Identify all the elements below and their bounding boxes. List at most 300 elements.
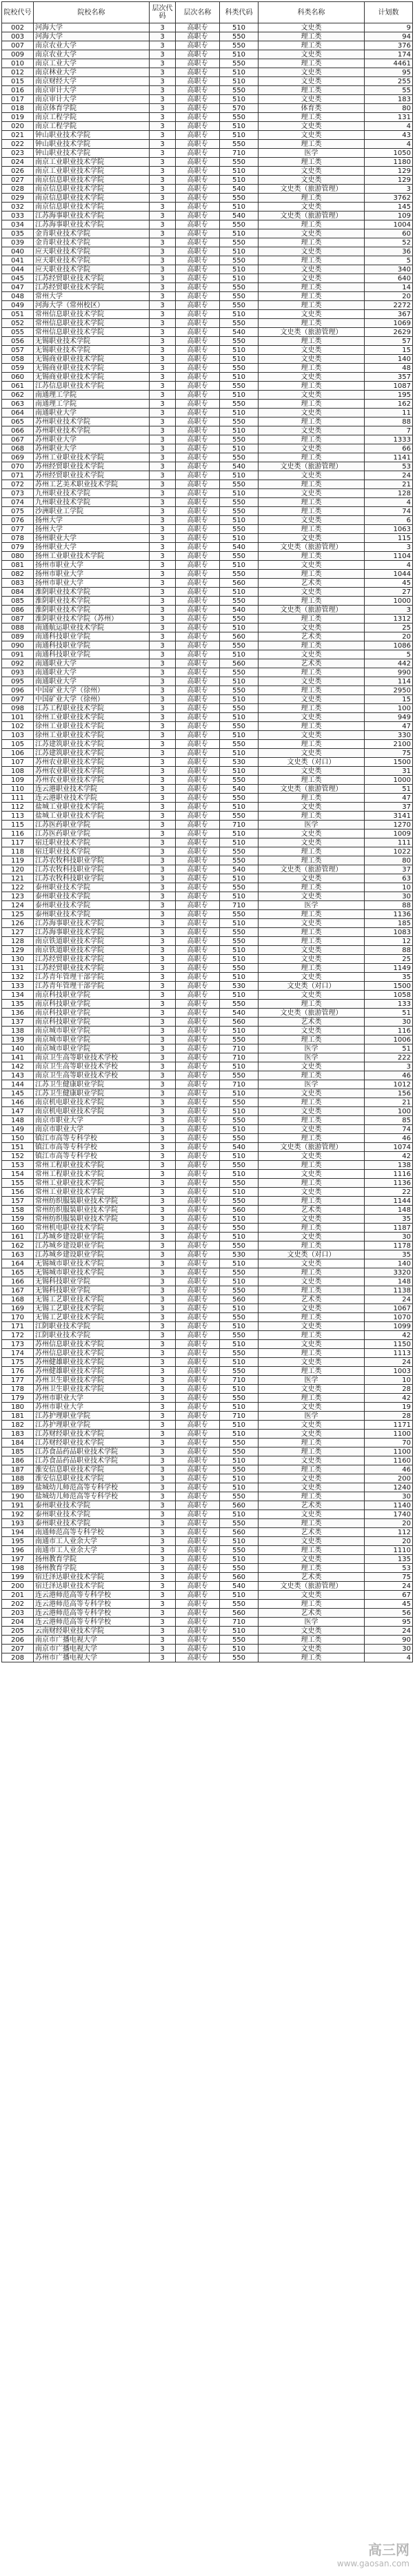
level-name-cell: 高职专 <box>176 1447 220 1456</box>
school-code-cell: 165 <box>2 1268 34 1277</box>
school-code-cell: 181 <box>2 1412 34 1421</box>
table-row <box>2 131 413 140</box>
subject-name-cell: 文史类 <box>259 68 365 77</box>
table-row <box>2 1152 413 1161</box>
school-name-cell: 钟山职业技术学院 <box>34 149 150 158</box>
school-name-cell: 南京财经大学 <box>34 77 150 86</box>
subject-name-cell: 理工类 <box>259 220 365 229</box>
subject-code-cell: 560 <box>220 1295 259 1304</box>
table-row <box>2 1116 413 1125</box>
school-name-cell: 徐州工业职业技术学院 <box>34 731 150 740</box>
subject-code-cell: 550 <box>220 283 259 292</box>
table-row <box>2 552 413 561</box>
table-row <box>2 229 413 238</box>
subject-name-cell: 文史类 <box>259 1233 365 1241</box>
school-name-cell: 江苏建筑职业技术学院 <box>34 740 150 749</box>
school-code-cell: 142 <box>2 1062 34 1071</box>
subject-code-cell: 510 <box>220 50 259 59</box>
school-name-cell: 泰州职业技术学院 <box>34 910 150 919</box>
school-code-cell: 150 <box>2 1134 34 1143</box>
table-row <box>2 283 413 292</box>
level-code-cell: 3 <box>150 677 176 686</box>
school-code-cell: 183 <box>2 1430 34 1439</box>
plan-count-cell: 24 <box>365 1358 413 1367</box>
school-code-cell: 207 <box>2 1645 34 1653</box>
level-code-cell: 3 <box>150 203 176 212</box>
table-row <box>2 1224 413 1233</box>
level-code-cell: 3 <box>150 668 176 677</box>
subject-code-cell: 550 <box>220 1519 259 1528</box>
level-name-cell: 高职专 <box>176 265 220 274</box>
subject-code-cell: 510 <box>220 1125 259 1134</box>
subject-code-cell: 510 <box>220 1089 259 1098</box>
plan-count-cell: 66 <box>365 444 413 453</box>
plan-count-cell: 15 <box>365 695 413 704</box>
plan-count-cell: 67 <box>365 1591 413 1600</box>
subject-code-cell: 550 <box>220 1394 259 1403</box>
level-code-cell: 3 <box>150 1018 176 1027</box>
school-name-cell: 连云港师范高等专科学校 <box>34 1600 150 1609</box>
level-code-cell: 3 <box>150 95 176 104</box>
plan-count-cell: 3 <box>365 543 413 552</box>
plan-count-cell: 112 <box>365 1528 413 1537</box>
table-row <box>2 391 413 400</box>
level-name-cell: 高职专 <box>176 561 220 570</box>
subject-code-cell: 560 <box>220 579 259 588</box>
level-code-cell: 3 <box>150 1573 176 1582</box>
level-code-cell: 3 <box>150 167 176 176</box>
school-name-cell: 南京卫生高等职业技术学校 <box>34 1053 150 1062</box>
level-name-cell: 高职专 <box>176 1080 220 1089</box>
school-code-cell: 144 <box>2 1080 34 1089</box>
table-row <box>2 426 413 435</box>
level-code-cell: 3 <box>150 1000 176 1009</box>
school-name-cell: 南京铁道职业技术学院 <box>34 937 150 946</box>
school-code-cell: 176 <box>2 1367 34 1376</box>
plan-count-cell: 3141 <box>365 812 413 821</box>
school-name-cell: 无锡科技职业学院 <box>34 1277 150 1286</box>
school-code-cell: 162 <box>2 1241 34 1250</box>
table-row <box>2 874 413 883</box>
school-code-cell: 047 <box>2 283 34 292</box>
school-code-cell: 115 <box>2 821 34 830</box>
school-name-cell: 江苏工程职业技术学院 <box>34 704 150 713</box>
subject-code-cell: 560 <box>220 659 259 668</box>
header-school-code: 院校代号 <box>2 2 34 23</box>
level-name-cell: 高职专 <box>176 471 220 480</box>
subject-code-cell: 510 <box>220 1537 259 1546</box>
school-name-cell: 淮阴职业技术学院 <box>34 606 150 615</box>
plan-count-cell: 140 <box>365 1259 413 1268</box>
subject-code-cell: 710 <box>220 821 259 830</box>
school-name-cell: 无锡工艺职业技术学院 <box>34 1313 150 1322</box>
school-code-cell: 177 <box>2 1376 34 1385</box>
level-name-cell: 高职专 <box>176 1233 220 1241</box>
subject-code-cell: 510 <box>220 1259 259 1268</box>
school-name-cell: 镇江市高等专科学校 <box>34 1143 150 1152</box>
subject-code-cell: 510 <box>220 122 259 131</box>
subject-code-cell: 510 <box>220 1027 259 1035</box>
table-row <box>2 606 413 615</box>
level-code-cell: 3 <box>150 265 176 274</box>
plan-count-cell: 3320 <box>365 1268 413 1277</box>
table-row <box>2 310 413 319</box>
plan-count-cell: 95 <box>365 1618 413 1627</box>
table-row <box>2 1313 413 1322</box>
level-code-cell: 3 <box>150 615 176 624</box>
subject-code-cell: 510 <box>220 167 259 176</box>
level-code-cell: 3 <box>150 1286 176 1295</box>
school-code-cell: 166 <box>2 1277 34 1286</box>
subject-name-cell: 理工类 <box>259 1367 365 1376</box>
subject-name-cell: 医学 <box>259 149 365 158</box>
plan-count-cell: 74 <box>365 1125 413 1134</box>
level-name-cell: 高职专 <box>176 1582 220 1591</box>
level-name-cell: 高职专 <box>176 1116 220 1125</box>
subject-name-cell: 理工类 <box>259 722 365 731</box>
school-name-cell: 南京工业职业技术学院 <box>34 158 150 167</box>
subject-code-cell: 550 <box>220 1313 259 1322</box>
school-code-cell: 198 <box>2 1564 34 1573</box>
school-name-cell: 常州信息职业技术学院 <box>34 328 150 337</box>
level-name-cell: 高职专 <box>176 247 220 256</box>
plan-count-cell: 46 <box>365 1465 413 1474</box>
subject-name-cell: 理工类 <box>259 41 365 50</box>
school-name-cell: 江苏食品药品职业技术学院 <box>34 1456 150 1465</box>
level-code-cell: 3 <box>150 785 176 794</box>
subject-code-cell: 550 <box>220 498 259 507</box>
subject-name-cell: 文史类 <box>259 516 365 525</box>
subject-code-cell: 550 <box>220 507 259 516</box>
table-row <box>2 624 413 632</box>
subject-code-cell: 510 <box>220 830 259 838</box>
plan-count-cell: 37 <box>365 803 413 812</box>
subject-code-cell: 550 <box>220 364 259 373</box>
plan-count-cell: 51 <box>365 1009 413 1018</box>
school-name-cell: 连云港师范高等专科学校 <box>34 1609 150 1618</box>
table-row <box>2 220 413 229</box>
subject-name-cell: 医学 <box>259 1044 365 1053</box>
header-plan-count: 计划数 <box>365 2 413 23</box>
school-name-cell: 江苏海事职业技术学院 <box>34 919 150 928</box>
school-code-cell: 122 <box>2 883 34 892</box>
subject-name-cell: 理工类 <box>259 256 365 265</box>
plan-count-cell: 148 <box>365 1206 413 1215</box>
subject-code-cell: 510 <box>220 991 259 1000</box>
level-code-cell: 3 <box>150 1465 176 1474</box>
plan-count-cell: 14 <box>365 283 413 292</box>
subject-name-cell: 文史类 <box>259 1170 365 1179</box>
table-row <box>2 328 413 337</box>
level-code-cell: 3 <box>150 1009 176 1018</box>
plan-count-cell: 156 <box>365 1089 413 1098</box>
subject-name-cell: 理工类 <box>259 615 365 624</box>
subject-name-cell: 理工类 <box>259 32 365 41</box>
plan-count-cell: 63 <box>365 874 413 883</box>
table-row <box>2 176 413 185</box>
subject-name-cell: 文史类 <box>259 167 365 176</box>
subject-name-cell: 文史类 <box>259 650 365 659</box>
plan-count-cell: 95 <box>365 68 413 77</box>
school-code-cell: 048 <box>2 292 34 301</box>
plan-count-cell: 45 <box>365 1600 413 1609</box>
level-name-cell: 高职专 <box>176 803 220 812</box>
school-code-cell: 119 <box>2 856 34 865</box>
school-name-cell: 盐城工业职业技术学院 <box>34 803 150 812</box>
plan-count-cell: 145 <box>365 203 413 212</box>
table-row <box>2 1501 413 1510</box>
plan-count-cell: 3 <box>365 606 413 615</box>
table-row <box>2 892 413 901</box>
level-name-cell: 高职专 <box>176 1501 220 1510</box>
level-code-cell: 3 <box>150 1618 176 1627</box>
subject-code-cell: 510 <box>220 677 259 686</box>
level-name-cell: 高职专 <box>176 158 220 167</box>
subject-name-cell: 医学 <box>259 1412 365 1421</box>
table-row <box>2 1259 413 1268</box>
level-name-cell: 高职专 <box>176 1528 220 1537</box>
level-code-cell: 3 <box>150 794 176 803</box>
subject-code-cell: 550 <box>220 1161 259 1170</box>
school-name-cell: 苏州市职业大学 <box>34 1403 150 1412</box>
subject-name-cell: 理工类 <box>259 1492 365 1501</box>
subject-code-cell: 510 <box>220 874 259 883</box>
subject-code-cell: 510 <box>220 1555 259 1564</box>
school-code-cell: 061 <box>2 382 34 391</box>
level-name-cell: 高职专 <box>176 426 220 435</box>
school-code-cell: 109 <box>2 776 34 785</box>
subject-code-cell: 510 <box>220 1483 259 1492</box>
subject-code-cell: 510 <box>220 973 259 982</box>
plan-count-cell: 1100 <box>365 1430 413 1439</box>
school-name-cell: 苏州健雄职业技术学院 <box>34 1367 150 1376</box>
school-name-cell: 苏州职业技术学院 <box>34 426 150 435</box>
subject-code-cell: 550 <box>220 1439 259 1447</box>
level-code-cell: 3 <box>150 435 176 444</box>
school-name-cell: 河海大学 <box>34 23 150 32</box>
table-row <box>2 1304 413 1313</box>
level-code-cell: 3 <box>150 955 176 964</box>
level-code-cell: 3 <box>150 292 176 301</box>
subject-code-cell: 550 <box>220 1134 259 1143</box>
level-code-cell: 3 <box>150 498 176 507</box>
level-code-cell: 3 <box>150 830 176 838</box>
level-name-cell: 高职专 <box>176 220 220 229</box>
school-name-cell: 苏州卫生职业技术学院 <box>34 1385 150 1394</box>
school-name-cell: 南京卫生高等职业技术学校 <box>34 1062 150 1071</box>
subject-name-cell: 体育类 <box>259 104 365 113</box>
school-code-cell: 073 <box>2 489 34 498</box>
subject-name-cell: 文史类 <box>259 588 365 597</box>
school-code-cell: 020 <box>2 122 34 131</box>
table-row <box>2 86 413 95</box>
level-code-cell: 3 <box>150 606 176 615</box>
level-name-cell: 高职专 <box>176 194 220 203</box>
plan-count-cell: 6 <box>365 516 413 525</box>
level-name-cell: 高职专 <box>176 910 220 919</box>
plan-count-cell: 88 <box>365 901 413 910</box>
subject-code-cell: 530 <box>220 758 259 767</box>
plan-count-cell: 1740 <box>365 1510 413 1519</box>
level-name-cell: 高职专 <box>176 1627 220 1636</box>
subject-name-cell: 文史类 <box>259 95 365 104</box>
subject-name-cell: 文史类 <box>259 1385 365 1394</box>
plan-count-cell: 75 <box>365 749 413 758</box>
level-name-cell: 高职专 <box>176 1492 220 1501</box>
school-name-cell: 南京市广播电视大学 <box>34 1645 150 1653</box>
subject-code-cell: 510 <box>220 426 259 435</box>
subject-code-cell: 510 <box>220 1430 259 1439</box>
level-name-cell: 高职专 <box>176 337 220 346</box>
level-code-cell: 3 <box>150 1188 176 1197</box>
table-row <box>2 1636 413 1645</box>
school-name-cell: 连云港师范高等专科学校 <box>34 1618 150 1627</box>
school-code-cell: 139 <box>2 1035 34 1044</box>
plan-count-cell: 27 <box>365 588 413 597</box>
level-code-cell: 3 <box>150 1143 176 1152</box>
school-name-cell: 常州机电职业技术学院 <box>34 1224 150 1233</box>
school-name-cell: 淮安信息职业技术学院 <box>34 1465 150 1474</box>
table-row <box>2 686 413 695</box>
school-code-cell: 194 <box>2 1528 34 1537</box>
level-name-cell: 高职专 <box>176 104 220 113</box>
table-row <box>2 1439 413 1447</box>
subject-code-cell: 550 <box>220 337 259 346</box>
level-code-cell: 3 <box>150 946 176 955</box>
school-name-cell: 中国矿业大学（徐州） <box>34 686 150 695</box>
level-name-cell: 高职专 <box>176 212 220 220</box>
subject-name-cell: 医学 <box>259 821 365 830</box>
level-code-cell: 3 <box>150 32 176 41</box>
school-name-cell: 南京体育学院 <box>34 104 150 113</box>
level-name-cell: 高职专 <box>176 856 220 865</box>
school-code-cell: 131 <box>2 964 34 973</box>
plan-count-cell: 133 <box>365 1000 413 1009</box>
subject-name-cell: 理工类 <box>259 910 365 919</box>
level-name-cell: 高职专 <box>176 149 220 158</box>
level-name-cell: 高职专 <box>176 785 220 794</box>
table-row <box>2 615 413 624</box>
table-row <box>2 525 413 534</box>
level-name-cell: 高职专 <box>176 1134 220 1143</box>
level-code-cell: 3 <box>150 937 176 946</box>
level-code-cell: 3 <box>150 301 176 310</box>
school-name-cell: 苏州经贸职业技术学院 <box>34 462 150 471</box>
subject-code-cell: 560 <box>220 1609 259 1618</box>
subject-code-cell: 510 <box>220 650 259 659</box>
table-row <box>2 95 413 104</box>
level-code-cell: 3 <box>150 149 176 158</box>
level-name-cell: 高职专 <box>176 1179 220 1188</box>
plan-count-cell: 1050 <box>365 149 413 158</box>
subject-code-cell: 510 <box>220 1340 259 1349</box>
level-code-cell: 3 <box>150 1430 176 1439</box>
subject-code-cell: 550 <box>220 435 259 444</box>
table-row <box>2 785 413 794</box>
level-code-cell: 3 <box>150 1197 176 1206</box>
school-code-cell: 044 <box>2 265 34 274</box>
level-code-cell: 3 <box>150 256 176 265</box>
table-row <box>2 1447 413 1456</box>
plan-count-cell: 1044 <box>365 570 413 579</box>
table-row <box>2 883 413 892</box>
plan-count-cell: 1500 <box>365 758 413 767</box>
table-row <box>2 409 413 418</box>
level-code-cell: 3 <box>150 865 176 874</box>
level-code-cell: 3 <box>150 400 176 409</box>
school-name-cell: 扬州大学 <box>34 525 150 534</box>
plan-count-cell: 4 <box>365 1653 413 1662</box>
level-name-cell: 高职专 <box>176 131 220 140</box>
table-row <box>2 1492 413 1501</box>
header-subject-code: 科类代码 <box>220 2 259 23</box>
level-name-cell: 高职专 <box>176 1403 220 1412</box>
subject-name-cell: 理工类 <box>259 1636 365 1645</box>
subject-name-cell: 文史类 <box>259 1555 365 1564</box>
table-row <box>2 59 413 68</box>
subject-code-cell: 550 <box>220 722 259 731</box>
plan-count-cell: 990 <box>365 668 413 677</box>
table-row <box>2 32 413 41</box>
school-code-cell: 027 <box>2 176 34 185</box>
subject-name-cell: 理工类 <box>259 319 365 328</box>
subject-code-cell: 550 <box>220 1564 259 1573</box>
school-code-cell: 028 <box>2 185 34 194</box>
level-name-cell: 高职专 <box>176 41 220 50</box>
school-name-cell: 南京林业大学 <box>34 68 150 77</box>
level-name-cell: 高职专 <box>176 1152 220 1161</box>
table-row <box>2 668 413 677</box>
subject-name-cell: 文史类 <box>259 355 365 364</box>
subject-code-cell: 540 <box>220 185 259 194</box>
plan-count-cell: 148 <box>365 1277 413 1286</box>
level-code-cell: 3 <box>150 579 176 588</box>
level-name-cell: 高职专 <box>176 588 220 597</box>
table-row <box>2 400 413 409</box>
school-code-cell: 168 <box>2 1295 34 1304</box>
school-code-cell: 125 <box>2 910 34 919</box>
level-code-cell: 3 <box>150 1591 176 1600</box>
school-code-cell: 080 <box>2 552 34 561</box>
school-name-cell: 扬州大学 <box>34 516 150 525</box>
table-row <box>2 1134 413 1143</box>
level-code-cell: 3 <box>150 1456 176 1465</box>
level-code-cell: 3 <box>150 1313 176 1322</box>
level-name-cell: 高职专 <box>176 418 220 426</box>
subject-name-cell: 艺术类 <box>259 1018 365 1027</box>
subject-code-cell: 710 <box>220 1618 259 1627</box>
level-code-cell: 3 <box>150 1501 176 1510</box>
level-name-cell: 高职专 <box>176 1304 220 1313</box>
school-code-cell: 101 <box>2 713 34 722</box>
level-code-cell: 3 <box>150 1268 176 1277</box>
school-name-cell: 常州工业职业技术学院 <box>34 1179 150 1188</box>
level-code-cell: 3 <box>150 973 176 982</box>
school-name-cell: 沙洲职业工学院 <box>34 507 150 516</box>
subject-code-cell: 510 <box>220 946 259 955</box>
level-name-cell: 高职专 <box>176 597 220 606</box>
subject-name-cell: 理工类 <box>259 1071 365 1080</box>
subject-code-cell: 510 <box>220 1233 259 1241</box>
school-code-cell: 026 <box>2 167 34 176</box>
level-name-cell: 高职专 <box>176 480 220 489</box>
plan-count-cell: 24 <box>365 1295 413 1304</box>
school-name-cell: 江苏经贸职业技术学院 <box>34 283 150 292</box>
school-name-cell: 常州工程职业技术学院 <box>34 1161 150 1170</box>
school-name-cell: 南通理工学院 <box>34 391 150 400</box>
level-name-cell: 高职专 <box>176 624 220 632</box>
plan-count-cell: 94 <box>365 32 413 41</box>
